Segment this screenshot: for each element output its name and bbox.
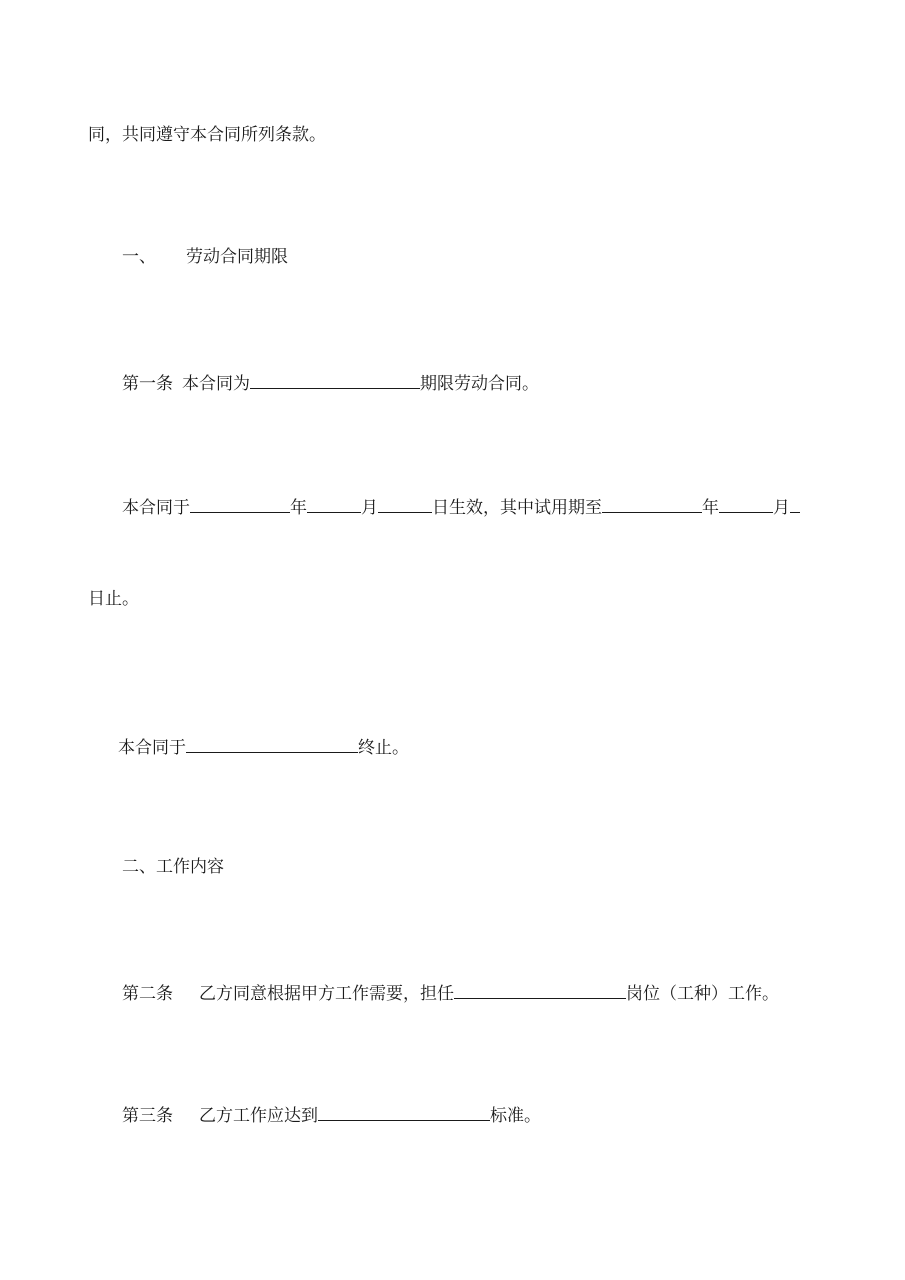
article-3-label: 第三条 bbox=[122, 1106, 173, 1126]
section-1-heading bbox=[122, 246, 288, 268]
effective-mid: 日生效，其中试用期至 bbox=[432, 498, 602, 518]
article-1-pre: 本合同为 bbox=[182, 374, 250, 394]
probation-day-blank[interactable] bbox=[790, 494, 800, 513]
start-year-blank[interactable] bbox=[190, 494, 290, 513]
termination-post: 终止。 bbox=[358, 738, 409, 758]
position-blank[interactable] bbox=[454, 980, 626, 999]
start-day-blank[interactable] bbox=[378, 494, 432, 513]
article-2 bbox=[122, 980, 779, 1005]
termination-line bbox=[118, 734, 409, 759]
termination-date-blank[interactable] bbox=[186, 734, 358, 753]
effective-year-1: 年 bbox=[290, 498, 307, 518]
intro-text: 同，共同遵守本合同所列条款。 bbox=[88, 125, 326, 145]
article-2-pre: 乙方同意根据甲方工作需要，担任 bbox=[199, 984, 454, 1004]
start-month-blank[interactable] bbox=[307, 494, 361, 513]
section-1-number: 一、 bbox=[122, 247, 156, 267]
article-3-post: 标准。 bbox=[490, 1106, 541, 1126]
section-1-title: 劳动合同期限 bbox=[186, 247, 288, 267]
article-1-post: 期限劳动合同。 bbox=[420, 374, 539, 394]
termination-pre: 本合同于 bbox=[118, 738, 186, 758]
section-2-title: 二、工作内容 bbox=[122, 857, 224, 877]
probation-month-blank[interactable] bbox=[719, 494, 773, 513]
effective-year-2: 年 bbox=[702, 498, 719, 518]
effective-pre: 本合同于 bbox=[122, 498, 190, 518]
article-1-label: 第一条 bbox=[122, 374, 173, 394]
article-1 bbox=[122, 370, 539, 395]
article-3-pre: 乙方工作应达到 bbox=[199, 1106, 318, 1126]
section-2-heading bbox=[122, 856, 224, 878]
probation-year-blank[interactable] bbox=[602, 494, 702, 513]
article-2-label: 第二条 bbox=[122, 984, 173, 1004]
work-standard-blank[interactable] bbox=[318, 1102, 490, 1121]
effective-tail-line bbox=[88, 588, 139, 610]
effective-date-line bbox=[122, 494, 800, 519]
article-3 bbox=[122, 1102, 541, 1127]
intro-line bbox=[88, 124, 326, 146]
effective-tail: 日止。 bbox=[88, 589, 139, 609]
effective-month-1: 月 bbox=[361, 498, 378, 518]
effective-month-2: 月 bbox=[773, 498, 790, 518]
contract-term-blank[interactable] bbox=[250, 370, 420, 389]
article-2-post: 岗位（工种）工作。 bbox=[626, 984, 779, 1004]
